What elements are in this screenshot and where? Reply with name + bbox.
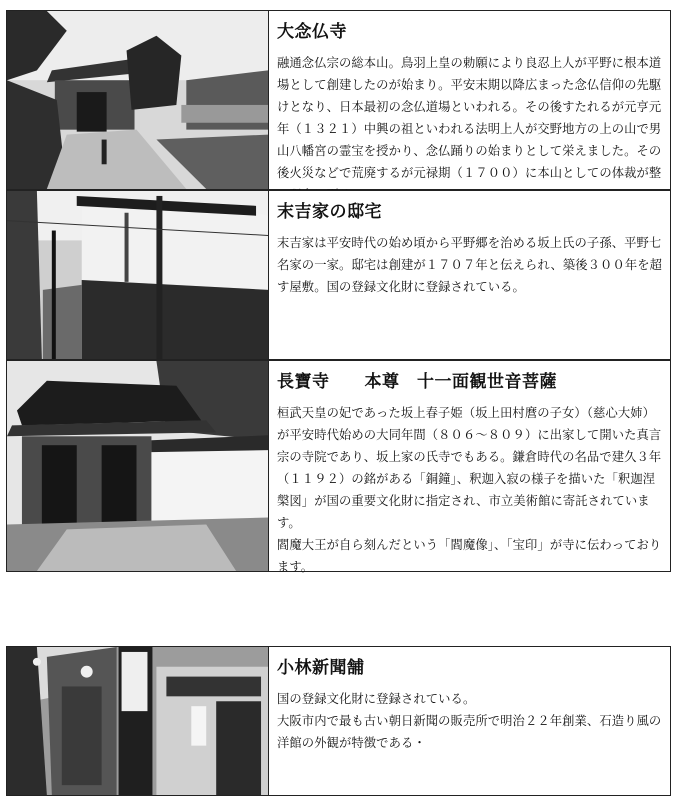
entry-body [277, 688, 664, 754]
entry-chohoji [6, 360, 671, 572]
entry-paragraph: 大阪市内で最も古い朝日新聞の販売所で明治２２年創業、石造り風の洋館の外観が特徴である・ [277, 714, 662, 750]
entry-kobayashi-shinbunho [6, 646, 671, 796]
entry-title: 長寶寺 本尊 十一面観世音菩薩 [277, 372, 557, 392]
entry-sueyoshi-residence [6, 190, 671, 360]
temple-roof-gate-photo [7, 361, 269, 571]
entry-title: 大念仏寺 [277, 22, 347, 42]
entry-dainenbutsuji [6, 10, 671, 190]
residence-wall-photo [7, 191, 269, 359]
entry-text [269, 647, 670, 795]
entry-paragraph: 末吉家は平安時代の始め頃から平野郷を治める坂上氏の子孫、平野七名家の一家。邸宅は創建が１７０７年と伝えられ、築後３００年を超す屋敷。国の登録文化財に登録されている。 [277, 236, 663, 294]
entry-paragraph: 融通念仏宗の総本山。鳥羽上皇の勅願により良忍上人が平野に根本道場として創建したのが始まり。平安末期以降広まった念仏信仰の先駆けとなり、日本最初の念仏道場といわれる。その後すたれるが元亨元年（１３２１）中興の祖といわれる法明上人が交野地方の上の山で男山八幡宮の霊宝を授かり、念仏踊りの始まりとして栄えました。その後火災などで荒廃するが元禄期（１７００）に本山としての体裁が整 [277, 56, 662, 180]
entry-paragraph: 国の登録文化財に登録されている。 [277, 692, 476, 706]
entry-paragraph: 桓武天皇の妃であった坂上春子姫（坂上田村麿の子女）（慈心大姉）が平安時代始めの大同年間（８０６～８０９）に出家して開いた真言宗の寺院であり、坂上家の氏寺でもある。鎌倉時代の名品で建久３年（１１９２）の銘がある「銅鐘」、釈迦入寂の様子を描いた「釈迦涅槃図」が国の重要文化財に指定され、市立美術館に寄託されています。 [277, 406, 662, 530]
entry-text [269, 11, 670, 189]
shopping-street-photo [7, 647, 269, 795]
entry-body [277, 402, 664, 578]
entry-title: 末吉家の邸宅 [277, 202, 382, 222]
entry-body [277, 52, 664, 206]
entry-text [269, 361, 670, 574]
entry-body [277, 232, 664, 298]
temple-gate-photo [7, 11, 269, 189]
entry-text [269, 191, 670, 359]
entry-paragraph: 閻魔大王が自ら刻んだという「閻魔像」、「宝印」が寺に伝わっております。 [277, 538, 662, 574]
entry-title: 小林新聞舗 [277, 658, 365, 678]
